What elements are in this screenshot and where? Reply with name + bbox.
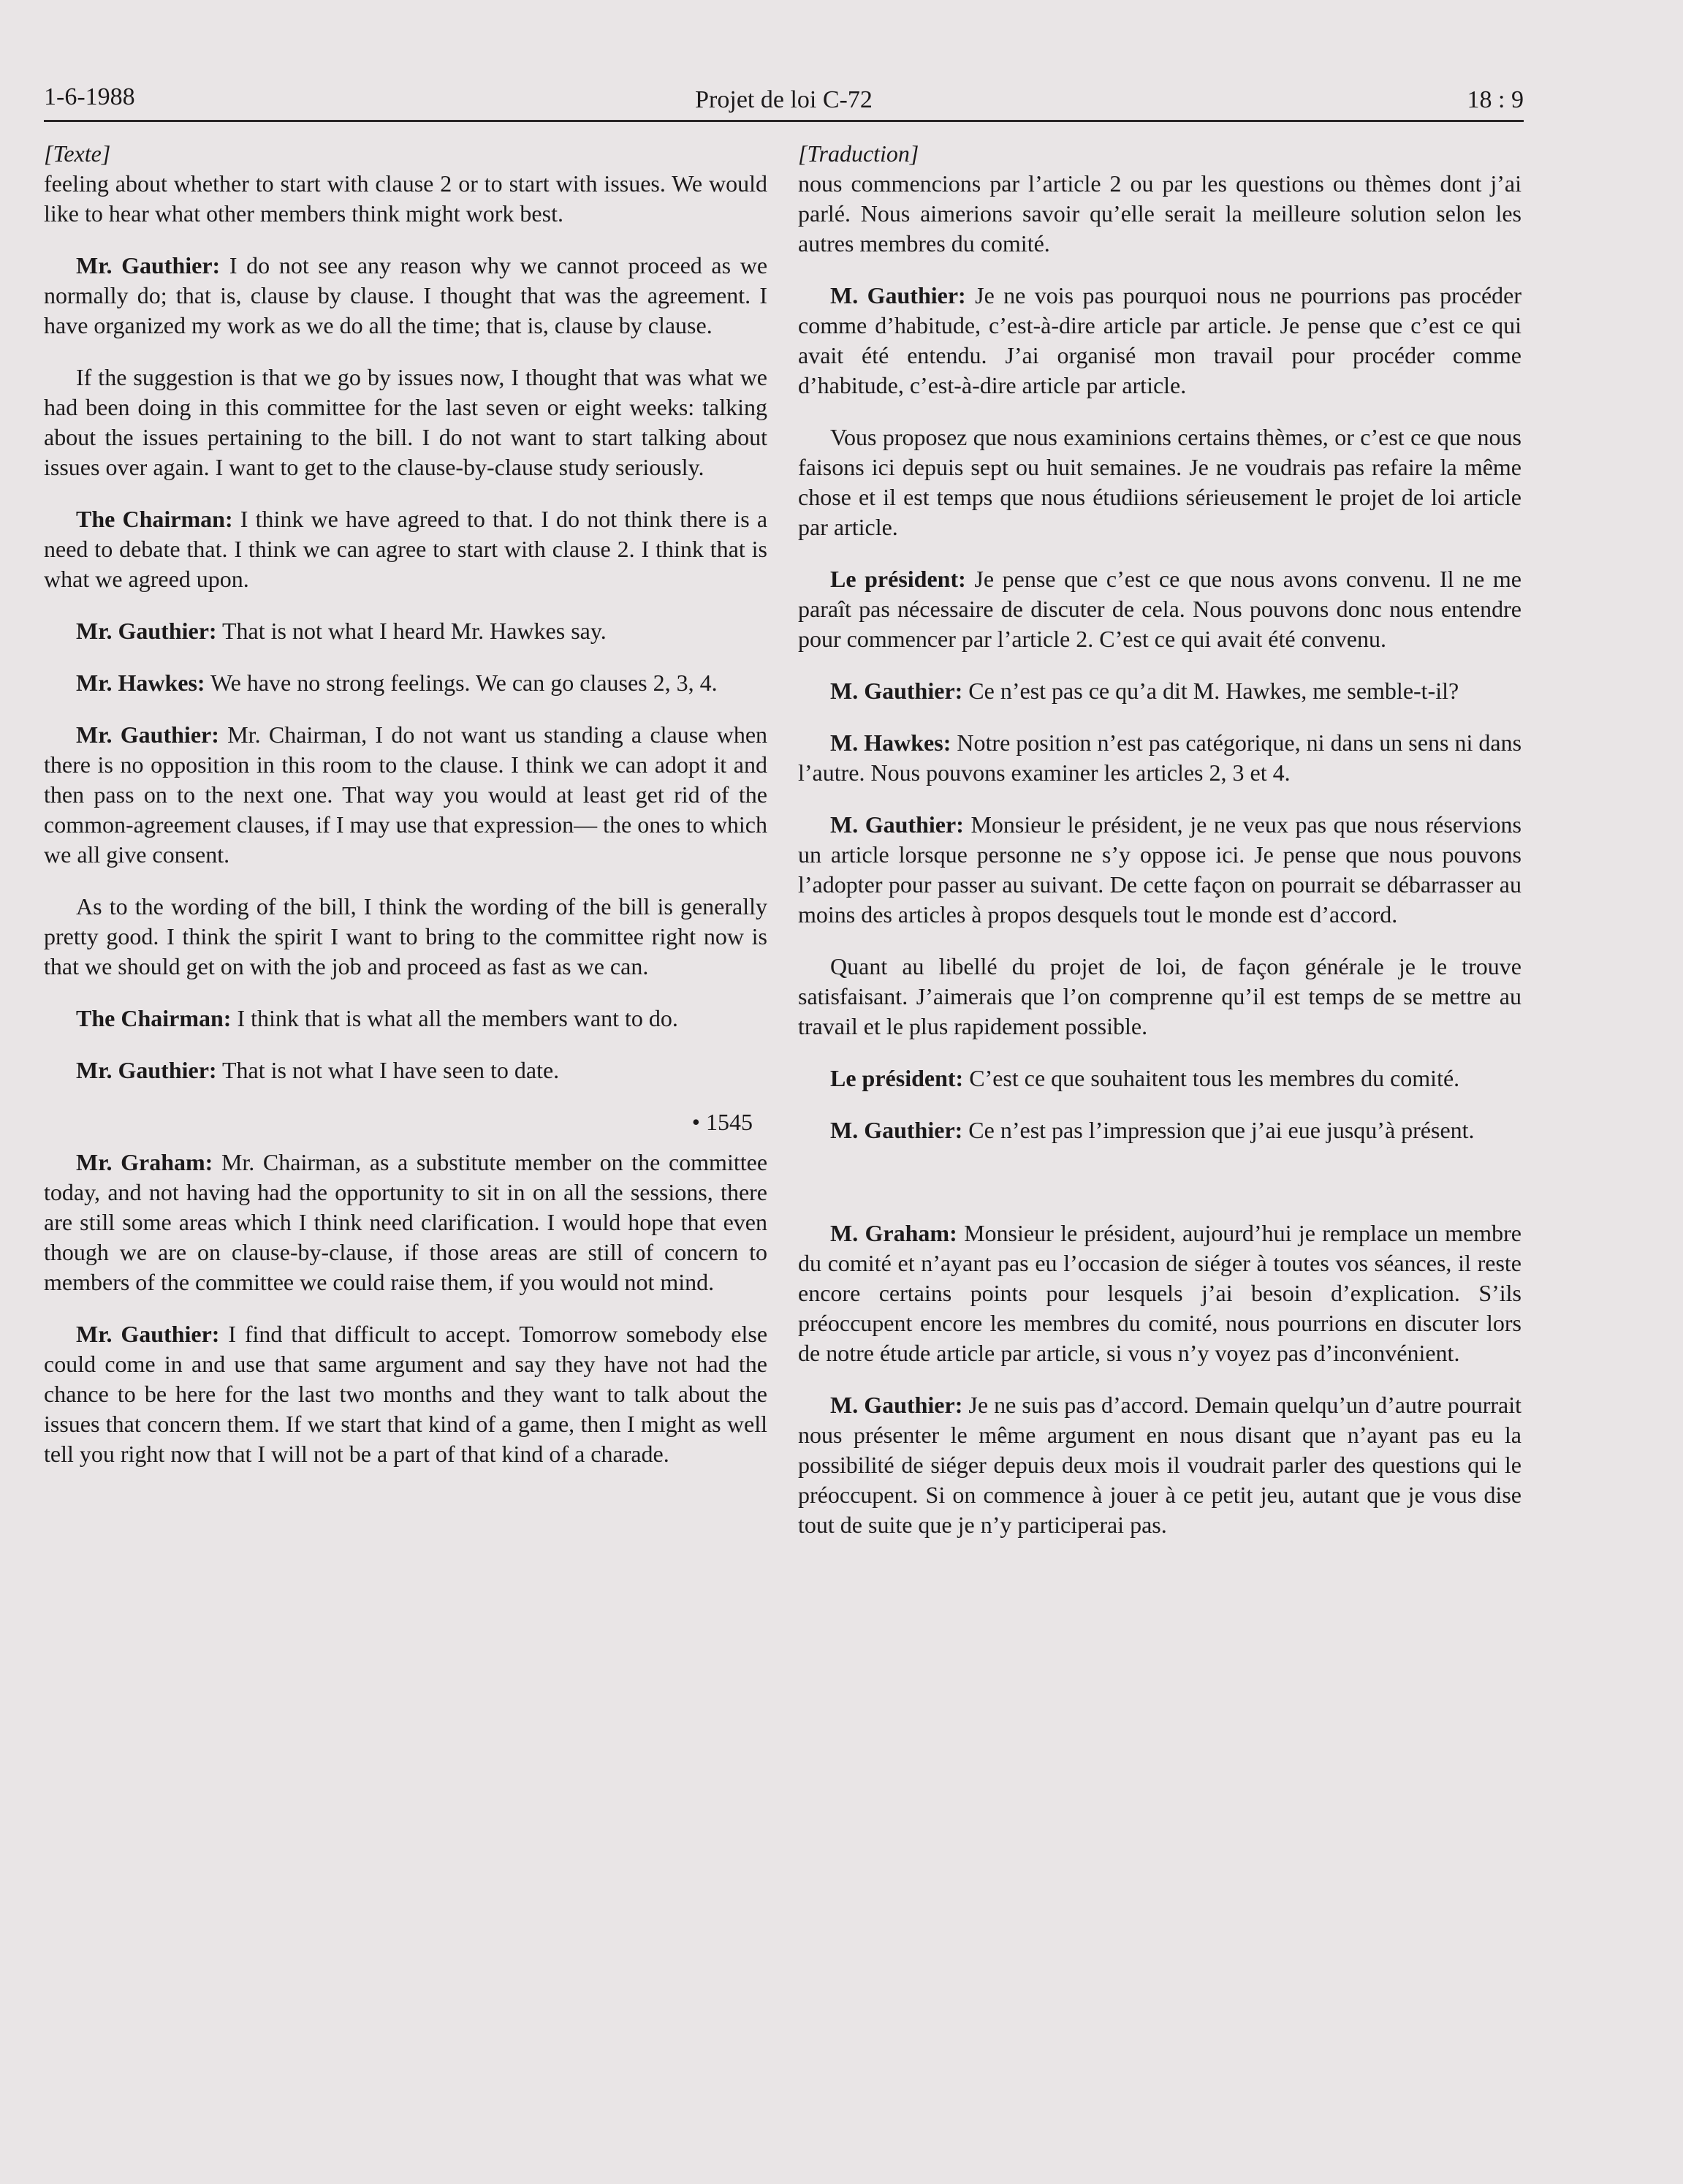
paragraph — [44, 251, 767, 341]
speaker-name: M. Hawkes: — [830, 729, 951, 756]
paragraph-text: If the suggestion is that we go by issues now, I thought that was what we had been doing in this committee for the last seven or eight weeks: talking about the issues pertaining to the bill. I do not want to start talking about issues over again. I want to get to the clause-by-clause study seriously. — [44, 364, 767, 480]
paragraph — [44, 616, 767, 646]
speaker-name: M. Gauthier: — [830, 1392, 963, 1418]
paragraph — [798, 1390, 1521, 1540]
paragraph — [44, 1148, 767, 1297]
paragraph-text: Ce n’est pas ce qu’a dit M. Hawkes, me semble-t-il? — [968, 678, 1459, 704]
column-tag: [Traduction] — [798, 140, 919, 167]
paragraph — [798, 952, 1521, 1042]
speaker-name: M. Gauthier: — [830, 1117, 963, 1143]
paragraph-text: Monsieur le président, je ne veux pas que nous réservions un article lorsque personne ne s’y oppose ici. Je pense que nous pouvons l’adopter pour passer au suivant. De cette façon on pourrait se débarrasser au moins des articles à propos desquels tout le monde est d’accord. — [798, 811, 1522, 928]
english-column — [44, 139, 767, 1491]
speaker-name: Mr. Gauthier: — [76, 721, 219, 748]
paragraph — [44, 1319, 767, 1469]
paragraph-text: feeling about whether to start with clause 2 or to start with issues. We would like to hear what other members think might work best. — [44, 170, 767, 227]
paragraph — [44, 668, 767, 698]
paragraph-text: Vous proposez que nous examinions certains thèmes, or c’est ce que nous faisons ici depuis sept ou huit semaines. Je ne voudrais pas refaire la même chose et il est temps que nous étudiions sérieusement le projet de loi article par article. — [798, 424, 1521, 540]
paragraph-text: I think we have agreed to that. I do not think there is a need to debate that. I think we can agree to start with clause 2. I think that is what we agreed upon. — [44, 506, 768, 592]
paragraph — [44, 892, 767, 982]
header-page-number: 18 : 9 — [1467, 86, 1524, 113]
paragraph-text: nous commencions par l’article 2 ou par les questions ou thèmes dont j’ai parlé. Nous aimerions savoir qu’elle serait la meilleure solution selon les autres membres du comité. — [798, 170, 1521, 257]
paragraph — [44, 363, 767, 482]
paragraph — [798, 1063, 1521, 1093]
speaker-name: The Chairman: — [76, 1005, 232, 1031]
column-tag: [Texte] — [44, 140, 111, 167]
paragraph — [44, 169, 767, 229]
paragraph — [798, 676, 1521, 706]
header-rule — [44, 120, 1524, 122]
paragraph — [798, 422, 1521, 542]
paragraph-text: Mr. Chairman, I do not want us standing a clause when there is no opposition in this room to the clause. I think we can adopt it and then pass on to the next one. That way you would at least get rid of the common-agreement clauses, if I may use that expression— the ones to which we all give consent. — [44, 721, 768, 868]
speaker-name: Mr. Gauthier: — [76, 1321, 220, 1347]
paragraph-text: That is not what I heard Mr. Hawkes say. — [221, 618, 607, 644]
paragraph-text: That is not what I have seen to date. — [221, 1057, 560, 1083]
speaker-name: The Chairman: — [76, 506, 233, 532]
paragraph-text: I think that is what all the members want to do. — [237, 1005, 678, 1031]
paragraph — [44, 504, 767, 594]
speaker-name: M. Gauthier: — [830, 811, 964, 838]
speaker-name: Mr. Gauthier: — [76, 252, 221, 278]
speaker-name: M. Gauthier: — [830, 282, 966, 308]
paragraph — [44, 1055, 767, 1085]
paragraph-text: Monsieur le président, aujourd’hui je remplace un membre du comité et n’ayant pas eu l’occasion de siéger à toutes vos séances, il reste encore certains points pour lesquels j’ai besoin d’explication. S’ils préoccupent encore les membres du comité, nous pourrions en discuter lors de notre étude article par article, si vous n’y voyez pas d’inconvénient. — [798, 1220, 1522, 1366]
paragraph-text: Je pense que c’est ce que nous avons convenu. Il ne me paraît pas nécessaire de discuter de cela. Nous pouvons donc nous entendre pour commencer par l’article 2. C’est ce qui avait été convenu. — [798, 566, 1522, 652]
header-title: Projet de loi C-72 — [695, 86, 873, 113]
speaker-name: Mr. Graham: — [76, 1149, 213, 1175]
paragraph — [798, 281, 1521, 401]
speaker-name: Mr. Gauthier: — [76, 618, 217, 644]
paragraph-text: Ce n’est pas l’impression que j’ai eue jusqu’à présent. — [968, 1117, 1475, 1143]
speaker-name: M. Graham: — [830, 1220, 957, 1246]
paragraph-text: I find that difficult to accept. Tomorrow somebody else could come in and use that same argument and say they have not had the chance to be here for the last two months and they want to talk about the issues that concern them. If we start that kind of a game, then I might as well tell you right now that I will not be a part of that kind of a charade. — [44, 1321, 768, 1467]
paragraph — [798, 1218, 1521, 1368]
speaker-name: Mr. Hawkes: — [76, 670, 205, 696]
paragraph — [798, 810, 1521, 930]
page-header — [44, 73, 1524, 124]
paragraph — [44, 720, 767, 870]
paragraph — [798, 728, 1521, 788]
paragraph — [44, 1004, 767, 1034]
paragraph-text: We have no strong feelings. We can go clauses 2, 3, 4. — [210, 670, 718, 696]
paragraph — [798, 564, 1521, 654]
paragraph-text: C’est ce que souhaitent tous les membres du comité. — [969, 1065, 1460, 1091]
french-column — [798, 139, 1521, 1562]
paragraph-text: I do not see any reason why we cannot proceed as we normally do; that is, clause by clause. I thought that was the agreement. I have organized my work as we do all the time; that is, clause by clause. — [44, 252, 768, 338]
speaker-name: Le président: — [830, 566, 966, 592]
time-marker: • 1545 — [691, 1109, 753, 1135]
paragraph-text: Quant au libellé du projet de loi, de façon générale je le trouve satisfaisant. J’aimerais que l’on comprenne qu’il est temps de se mettre au travail et le plus rapidement possible. — [798, 953, 1521, 1039]
paragraph-text: Notre position n’est pas catégorique, ni dans un sens ni dans l’autre. Nous pouvons examiner les articles 2, 3 et 4. — [798, 729, 1522, 786]
paragraph-text: As to the wording of the bill, I think the wording of the bill is generally pretty good. I think the spirit I want to bring to the committee right now is that we should get on with the job and proceed as fast as we can. — [44, 893, 767, 979]
header-date: 1-6-1988 — [44, 83, 135, 110]
paragraph — [798, 1115, 1521, 1145]
paragraph-text: Je ne suis pas d’accord. Demain quelqu’un d’autre pourrait nous présenter le même argument en nous disant que n’ayant pas eu la possibilité de siéger depuis deux mois il voudrait parler des questions qui le préoccupent. Si on commence à jouer à ce petit jeu, autant que je vous dise tout de suite que je n’y participerai pas. — [798, 1392, 1522, 1538]
speaker-name: M. Gauthier: — [830, 678, 963, 704]
paragraph — [798, 169, 1521, 259]
speaker-name: Mr. Gauthier: — [76, 1057, 217, 1083]
paragraph-text: Je ne vois pas pourquoi nous ne pourrions pas procéder comme d’habitude, c’est-à-dire article par article. Je pense que c’est ce qui avait été entendu. J’ai organisé mon travail pour procéder comme d’habitude, c’est-à-dire article par article. — [798, 282, 1522, 398]
speaker-name: Le président: — [830, 1065, 964, 1091]
paragraph-text: Mr. Chairman, as a substitute member on the committee today, and not having had the opportunity to sit in on all the sessions, there are still some areas which I think need clarification. I would hope that even though we are on clause-by-clause, if those areas are still of concern to members of the committee we could raise them, if you would not mind. — [44, 1149, 768, 1295]
